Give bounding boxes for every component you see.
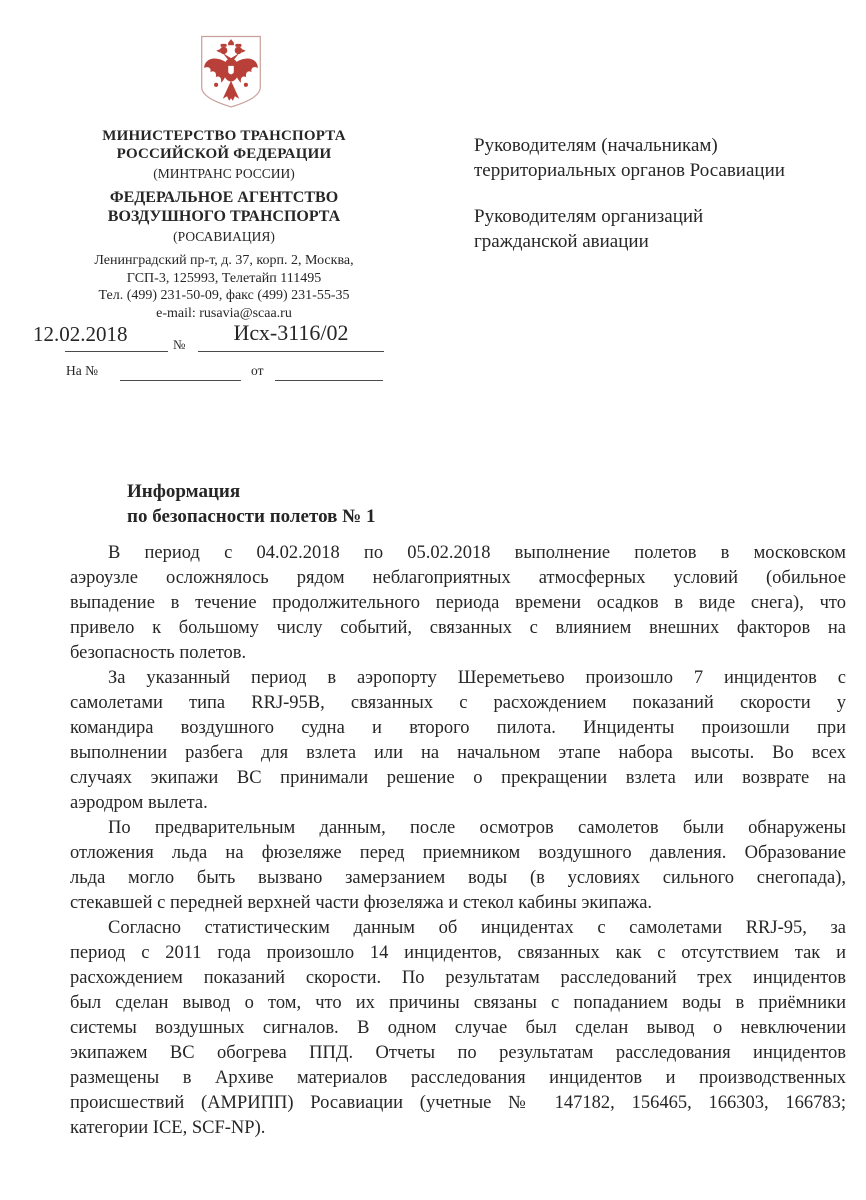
paragraph-1-line: выпадение в течение продолжительного периода времени осадков в виде снега), что (70, 593, 846, 613)
paragraph-1-line: привело к большому числу событий, связанных с влиянием внешних факторов на (70, 618, 846, 638)
ministry-name-line1: МИНИСТЕРСТВО ТРАНСПОРТА (102, 128, 346, 144)
letter-body (70, 541, 846, 1141)
email-line: e-mail: rusavia@scaa.ru (156, 305, 292, 321)
paragraph-2-line: случаях экипажи ВС принимали решение о прекращении взлета или возврате на (70, 768, 846, 788)
paragraph-4-line: происшествий (АМРИПП) Росавиации (учетные № 147182, 156465, 166303, 166783; (70, 1093, 846, 1113)
ministry-name-line2: РОССИЙСКОЙ ФЕДЕРАЦИИ (116, 146, 332, 162)
document-title-line2: по безопасности полетов № 1 (127, 506, 376, 527)
paragraph-4-line: период с 2011 года произошло 14 инцидентов, связанных как с отсутствием так и (70, 943, 846, 963)
agency-abbr: (РОСАВИАЦИЯ) (173, 229, 275, 244)
agency-name-line1: ФЕДЕРАЛЬНОЕ АГЕНТСТВО (109, 189, 339, 206)
paragraph-3-line: стекавшей с передней верхней части фюзеляжа и стекол кабины экипажа. (70, 893, 653, 913)
date-underline (65, 351, 168, 352)
addressee-block (474, 133, 846, 254)
paragraph-3-line: льда могло быть вызвано замерзанием воды (в условиях сильного снегопада), (70, 868, 846, 888)
paragraph-3-line: По предварительным данным, после осмотров самолетов были обнаружены (108, 818, 846, 838)
phone-fax-line: Тел. (499) 231-50-09, факс (499) 231-55-35 (98, 288, 350, 303)
addressee-2-line1: Руководителям организаций (474, 206, 704, 227)
number-underline (198, 351, 384, 352)
russia-coat-of-arms-icon (200, 35, 262, 111)
letter-date: 12.02.2018 (33, 322, 128, 346)
paragraph-3-line: отложения льда на фюзеляже перед приемником воздушного давления. Образование (70, 843, 846, 863)
agency-name-line2: ВОЗДУШНОГО ТРАНСПОРТА (107, 208, 341, 225)
paragraph-4-line: экипажем ВС обогрева ППД. Отчеты по результатам расследования инцидентов (70, 1043, 846, 1063)
from-label: от (251, 363, 264, 378)
postal-address-line2: ГСП-3, 125993, Телетайп 111495 (126, 270, 322, 286)
paragraph-4-line: Согласно статистическим данным об инцидентах с самолетами RRJ-95, за (108, 918, 846, 938)
postal-address-line1: Ленинградский пр-т, д. 37, корп. 2, Москва, (94, 253, 354, 268)
paragraph-2-line: За указанный период в аэропорту Шереметьево произошло 7 инцидентов с (108, 668, 846, 688)
number-sign-label: № (173, 337, 186, 352)
reply-underline (120, 380, 241, 381)
addressee-1-line1: Руководителям (начальникам) (474, 135, 718, 156)
document-title-line1: Информация (127, 481, 241, 502)
sender-letterhead (48, 127, 400, 322)
addressee-2-line2: гражданской авиации (474, 231, 649, 252)
paragraph-1-line: В период с 04.02.2018 по 05.02.2018 выполнение полетов в московском (108, 543, 846, 563)
paragraph-2-line: самолетами типа RRJ-95B, связанных с расхождением показаний скорости у (70, 693, 846, 713)
paragraph-4-line: расхождением показаний скорости. По результатам расследований трех инцидентов (70, 968, 846, 988)
addressee-1-line2: территориальных органов Росавиации (474, 160, 785, 181)
paragraph-1-line: безопасность полетов. (70, 643, 247, 663)
paragraph-4-line: размещены в Архиве материалов расследования инцидентов и производственных (70, 1068, 846, 1088)
paragraph-1-line: аэроузле осложнялось рядом неблагоприятных атмосферных условий (обильное (70, 568, 846, 588)
from-underline (275, 380, 383, 381)
reply-to-label: На № (66, 363, 98, 378)
outgoing-number: Исх-3116/02 (233, 320, 349, 345)
paragraph-4-line: категории ICE, SCF-NP). (70, 1118, 266, 1138)
paragraph-4-line: был сделан вывод о том, что их причины связаны с попаданием воды в приёмники (70, 993, 846, 1013)
paragraph-4-line: системы воздушных сигналов. В одном случае был сделан вывод о невключении (70, 1018, 846, 1038)
paragraph-2-line: аэродром вылета. (70, 793, 208, 813)
paragraph-2-line: командира воздушного судна и второго пилота. Инциденты произошли при (70, 718, 846, 738)
paragraph-2-line: выполнении разбега для взлета или на начальном этапе набора высоты. Во всех (70, 743, 846, 763)
ministry-abbr: (МИНТРАНС РОССИИ) (153, 166, 295, 181)
document-title (127, 479, 375, 529)
